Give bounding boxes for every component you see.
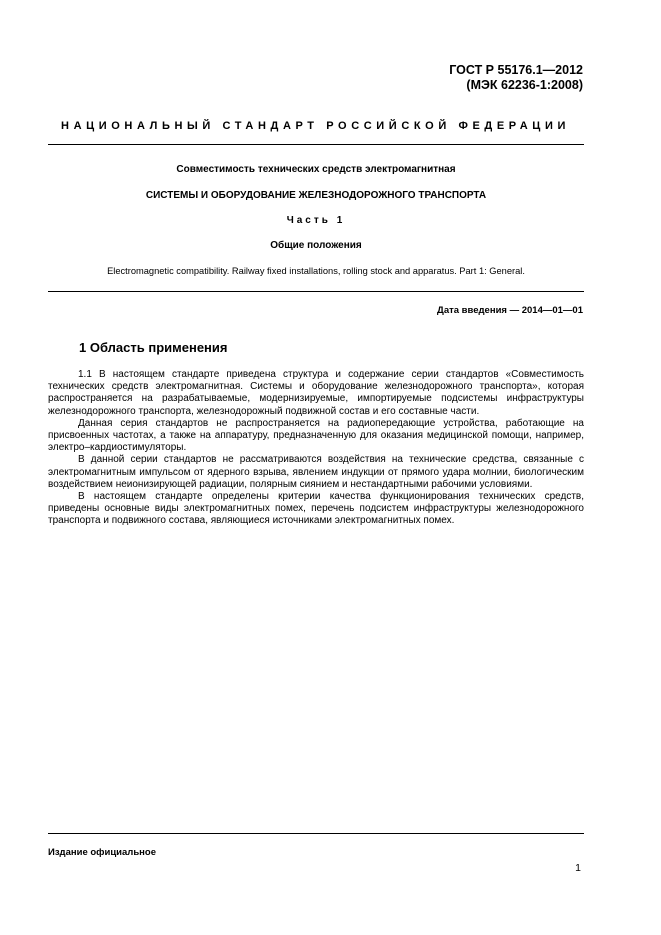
standard-title: СИСТЕМЫ И ОБОРУДОВАНИЕ ЖЕЛЕЗНОДОРОЖНОГО ТРАНСПОРТА (145, 190, 487, 201)
document-code-block (449, 63, 583, 93)
paragraph: Данная серия стандартов не распространяется на радиопередающие устройства, работающие на присвоенных частотах, а также на аппаратуру, предназначенную для оказания медицинской помощи, например, электро–кардиостимуляторы. (48, 417, 584, 454)
page-number: 1 (575, 862, 581, 874)
title-divider (48, 291, 584, 292)
section-body (48, 369, 584, 528)
footer-divider (48, 833, 584, 834)
national-standard-heading: НАЦИОНАЛЬНЫЙ СТАНДАРТ РОССИЙСКОЙ ФЕДЕРАЦИИ (61, 120, 570, 132)
gost-code: ГОСТ Р 55176.1—2012 (449, 63, 583, 77)
iec-code: (МЭК 62236-1:2008) (466, 78, 583, 92)
paragraph: В настоящем стандарте определены критерии качества функционирования технических средств, приведены основные виды электромагнитных помех, перечень подсистем инфраструктуры железнодорожного транспорта и подвижного состава, являющиеся источниками электромагнитных помех. (48, 491, 584, 527)
paragraph: В данной серии стандартов не рассматриваются воздействия на технические средства, связанные с электромагнитным импульсом от ядерного взрыва, явлением индукции от прямого удара молнии, биологическим воздействием неионизирующей радиации, полярным сиянием и нестандартными рабочими условиями. (48, 454, 584, 490)
header-divider (48, 144, 584, 145)
standard-subtitle: Совместимость технических средств электромагнитная (176, 164, 456, 175)
part-number: Часть 1 (286, 215, 346, 226)
section-title: 1 Область применения (79, 340, 228, 355)
introduction-date: Дата введения — 2014—01—01 (437, 305, 583, 316)
part-title: Общие положения (270, 240, 362, 251)
english-title: Electromagnetic compatibility. Railway fixed installations, rolling stock and apparatus. Part 1: General. (107, 266, 525, 276)
paragraph: 1.1 В настоящем стандарте приведена структура и содержание серии стандартов «Совместимость технических средств электромагнитная. Системы и оборудование железнодорожного транспорта», которая распространяется на разрабатываемые, модернизируемые, импортируемые подсистемы инфраструктуры железнодорожного транспорта, железнодорожный подвижной состав и его составные части. (48, 369, 584, 417)
official-edition-label: Издание официальное (48, 847, 156, 858)
